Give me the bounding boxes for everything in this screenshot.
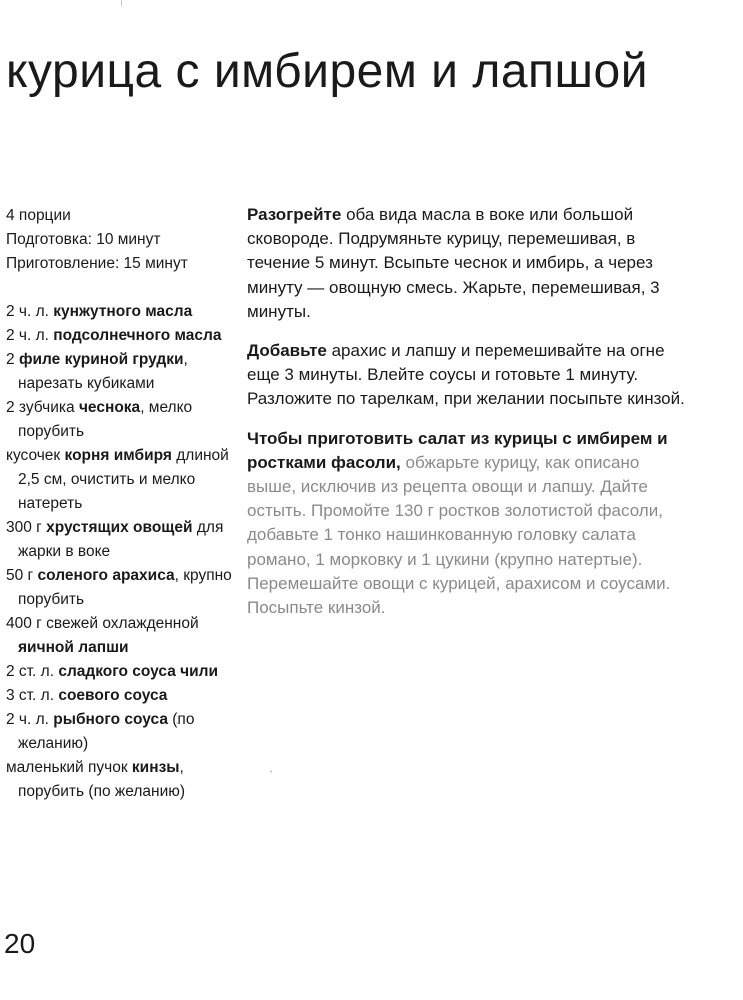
ingredient-item: 400 г свежей охлажденной яичной лапши bbox=[6, 615, 199, 656]
ingredient-item: 2 ч. л. подсолнечного масла bbox=[6, 327, 222, 344]
page-number: 20 bbox=[4, 928, 36, 959]
scan-speck bbox=[270, 770, 272, 773]
method-column bbox=[247, 203, 687, 620]
ingredient-item: 50 г соленого арахиса, крупно порубить bbox=[6, 567, 232, 608]
recipe-sidebar bbox=[6, 204, 238, 804]
ingredient-item: 300 г хрустящих овощей для жарки в воке bbox=[6, 519, 224, 560]
ingredient-item: 2 ч. л. кунжутного масла bbox=[6, 303, 193, 320]
servings: 4 порции bbox=[6, 207, 71, 224]
ingredient-item: маленький пучок кинзы, порубить (по желанию) bbox=[6, 759, 186, 800]
prep-time: Подготовка: 10 минут bbox=[6, 231, 161, 248]
ingredient-item: кусочек корня имбиря длиной 2,5 см, очистить и мелко натереть bbox=[6, 447, 229, 512]
ingredient-item: 2 зубчика чеснока, мелко порубить bbox=[6, 399, 193, 440]
ingredient-item: 3 ст. л. соевого соуса bbox=[6, 687, 168, 704]
method-step: Добавьте арахис и лапшу и перемешивайте на огне еще 3 минуты. Влейте соусы и готовьте 1 минуту. Разложите по тарелкам, при желании посыпьте кинзой. bbox=[247, 341, 685, 409]
ingredient-list bbox=[6, 300, 238, 804]
cook-time: Приготовление: 15 минут bbox=[6, 255, 188, 272]
variation-tip: Чтобы приготовить салат из курицы с имбирем и ростками фасоли, обжарьте курицу, как описано выше, исключив из рецепта овощи и лапшу. Дайте остыть. Промойте 130 г ростков золотистой фасоли, добавьте 1 тонко нашинкованную головку салата романо, 1 морковку и 1 цукини (крупно натертые). Перемешайте овощи с курицей, арахисом и соусами. Посыпьте кинзой. bbox=[247, 428, 671, 618]
ingredient-item: 2 филе куриной грудки, нарезать кубиками bbox=[6, 351, 188, 392]
method-step: Разогрейте оба вида масла в воке или большой сковороде. Подрумяньте курицу, перемешивая, в течение 5 минут. Всыпьте чеснок и имбирь, а через минуту — овощную смесь. Жарьте, перемешивая, 3 минуты. bbox=[247, 205, 660, 321]
recipe-title: курица с имбирем и лапшой bbox=[6, 45, 649, 98]
ingredient-item: 2 ч. л. рыбного соуса (по желанию) bbox=[6, 711, 195, 752]
scan-mark bbox=[121, 0, 122, 6]
ingredient-item: 2 ст. л. сладкого соуса чили bbox=[6, 663, 219, 680]
